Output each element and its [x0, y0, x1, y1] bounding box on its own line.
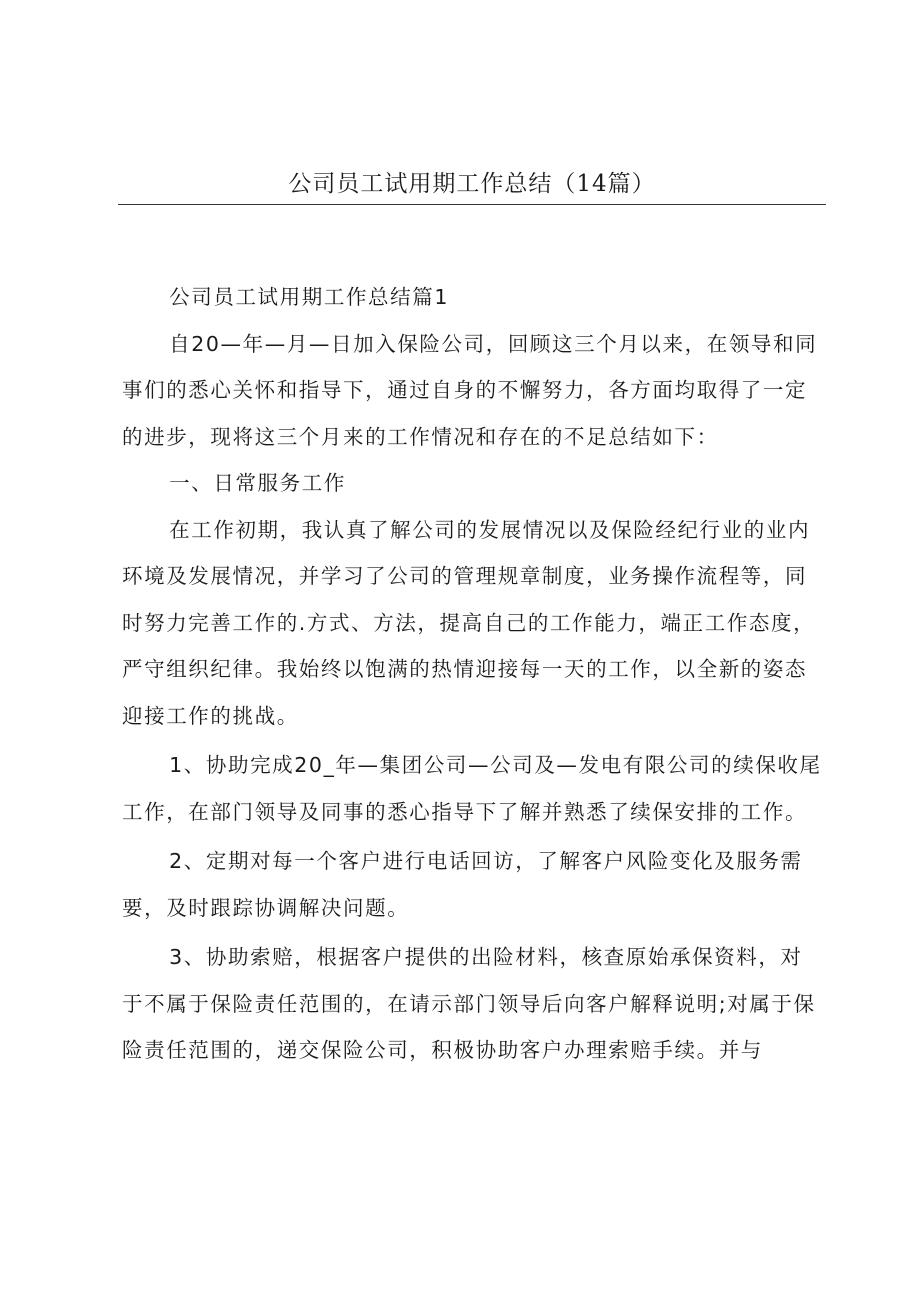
list-item-2: 2、定期对每一个客户进行电话回访，了解客户风险变化及服务需要，及时跟踪协调解决问题。 — [122, 849, 803, 920]
title-underline — [118, 204, 826, 205]
document-title: 公司员工试用期工作总结（14篇） — [288, 171, 656, 197]
body-paragraph: 在工作初期，我认真了解公司的发展情况以及保险经纪行业的业内环境及发展情况，并学习了公司的管理规章制度，业务操作流程等，同时努力完善工作的.方式、方法，提高自己的工作能力，端正工作态度，严守组织纪律。我始终以饱满的热情迎接每一天的工作，以全新的姿态迎接工作的挑战。 — [122, 517, 816, 728]
list-item-1: 1、协助完成20_年—集团公司—公司及—发电有限公司的续保收尾工作，在部门领导及同事的悉心指导下了解并熟悉了续保安排的工作。 — [122, 753, 822, 824]
section-heading: 公司员工试用期工作总结篇1 — [169, 285, 449, 309]
list-item-3: 3、协助索赔，根据客户提供的出险材料，核查原始承保资料，对于不属于保险责任范围的，在请示部门领导后向客户解释说明;对属于保险责任范围的，递交保险公司，积极协助客户办理索赔手续。并与 — [122, 945, 816, 1062]
document-body — [122, 274, 822, 1074]
intro-paragraph: 自20—年—月—日加入保险公司，回顾这三个月以来，在领导和同事们的悉心关怀和指导下，通过自身的不懈努力，各方面均取得了一定的进步，现将这三个月来的工作情况和存在的不足总结如下： — [122, 331, 818, 449]
subsection-heading: 一、日常服务工作 — [169, 471, 346, 495]
